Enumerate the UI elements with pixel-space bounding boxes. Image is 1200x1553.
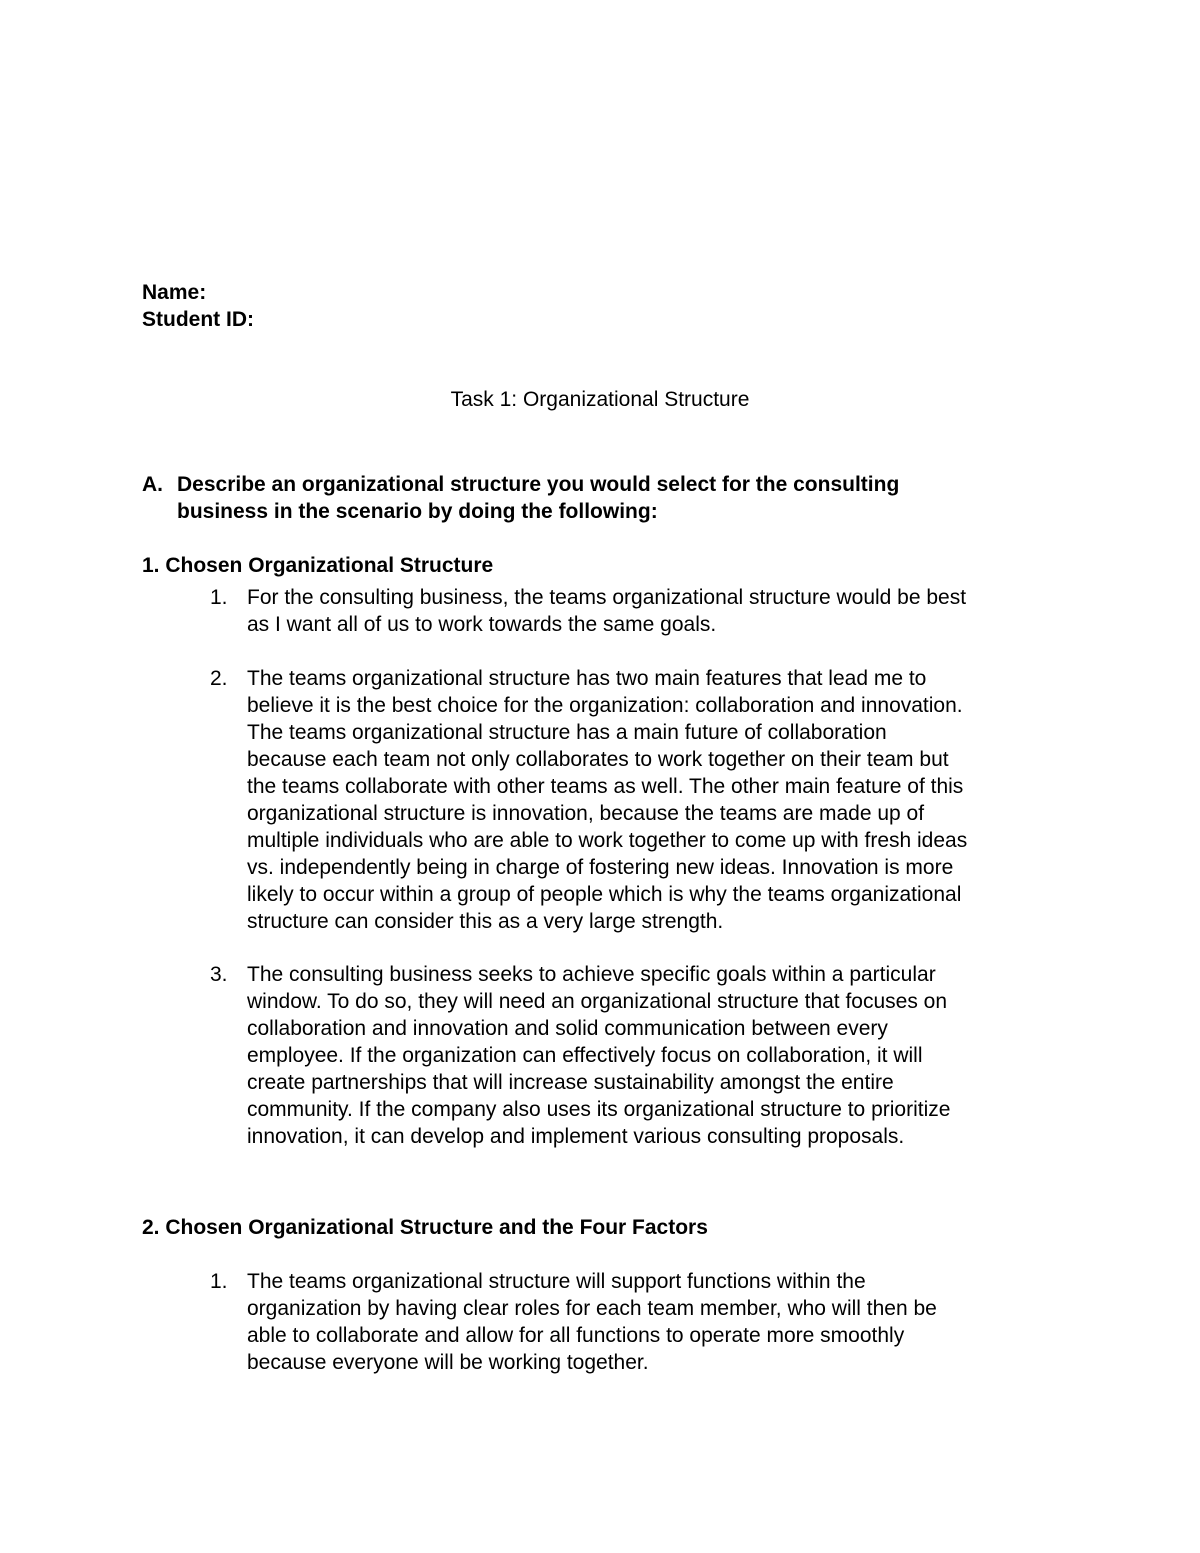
list-item: [247, 584, 1077, 638]
list-item: [247, 665, 1077, 935]
list-item-line: able to collaborate and allow for all functions to operate more smoothly: [247, 1324, 905, 1347]
list-item-number: 1.: [210, 1270, 228, 1293]
list-item-line: create partnerships that will increase sustainability amongst the entire: [247, 1071, 894, 1094]
name-label: Name:: [142, 281, 207, 304]
list-item-line: multiple individuals who are able to work together to come up with fresh ideas: [247, 829, 968, 852]
list-item-line: the teams collaborate with other teams as well. The other main feature of this: [247, 775, 964, 798]
list-item-line: employee. If the organization can effectively focus on collaboration, it will: [247, 1044, 923, 1067]
list-item-line: likely to occur within a group of people which is why the teams organizational: [247, 883, 962, 906]
section-1-heading: 1. Chosen Organizational Structure: [142, 554, 494, 577]
list-item-number: 2.: [210, 667, 228, 690]
list-item-line: organizational structure is innovation, because the teams are made up of: [247, 802, 925, 825]
list-item-line: structure can consider this as a very large strength.: [247, 910, 724, 933]
list-item-line: organization by having clear roles for each team member, who will then be: [247, 1297, 937, 1320]
list-item-number: 3.: [210, 963, 228, 986]
section-a-line: business in the scenario by doing the following:: [177, 500, 658, 523]
list-item-line: innovation, it can develop and implement various consulting proposals.: [247, 1125, 905, 1148]
section-2-heading: 2. Chosen Organizational Structure and the Four Factors: [142, 1216, 708, 1239]
list-item-line: because everyone will be working together.: [247, 1351, 649, 1374]
section-a-line: Describe an organizational structure you would select for the consulting: [177, 473, 900, 496]
list-item-line: as I want all of us to work towards the same goals.: [247, 613, 717, 636]
list-item-line: The teams organizational structure will support functions within the: [247, 1270, 866, 1293]
section-a-prompt: [177, 471, 1077, 525]
list-item: [247, 961, 1077, 1150]
list-item-line: believe it is the best choice for the organization: collaboration and innovation.: [247, 694, 963, 717]
task-title: Task 1: Organizational Structure: [450, 388, 750, 411]
list-item-line: collaboration and innovation and solid communication between every: [247, 1017, 888, 1040]
list-item: [247, 1268, 1077, 1376]
list-item-number: 1.: [210, 586, 228, 609]
list-item-line: The teams organizational structure has a main future of collaboration: [247, 721, 887, 744]
list-item-line: vs. independently being in charge of fostering new ideas. Innovation is more: [247, 856, 954, 879]
list-item-line: because each team not only collaborates to work together on their team but: [247, 748, 949, 771]
section-a-marker: A.: [142, 473, 163, 496]
list-item-line: The teams organizational structure has two main features that lead me to: [247, 667, 927, 690]
list-item-line: The consulting business seeks to achieve specific goals within a particular: [247, 963, 936, 986]
list-item-line: For the consulting business, the teams organizational structure would be best: [247, 586, 967, 609]
list-item-line: window. To do so, they will need an organizational structure that focuses on: [247, 990, 948, 1013]
student-id-label: Student ID:: [142, 308, 254, 331]
list-item-line: community. If the company also uses its organizational structure to prioritize: [247, 1098, 951, 1121]
